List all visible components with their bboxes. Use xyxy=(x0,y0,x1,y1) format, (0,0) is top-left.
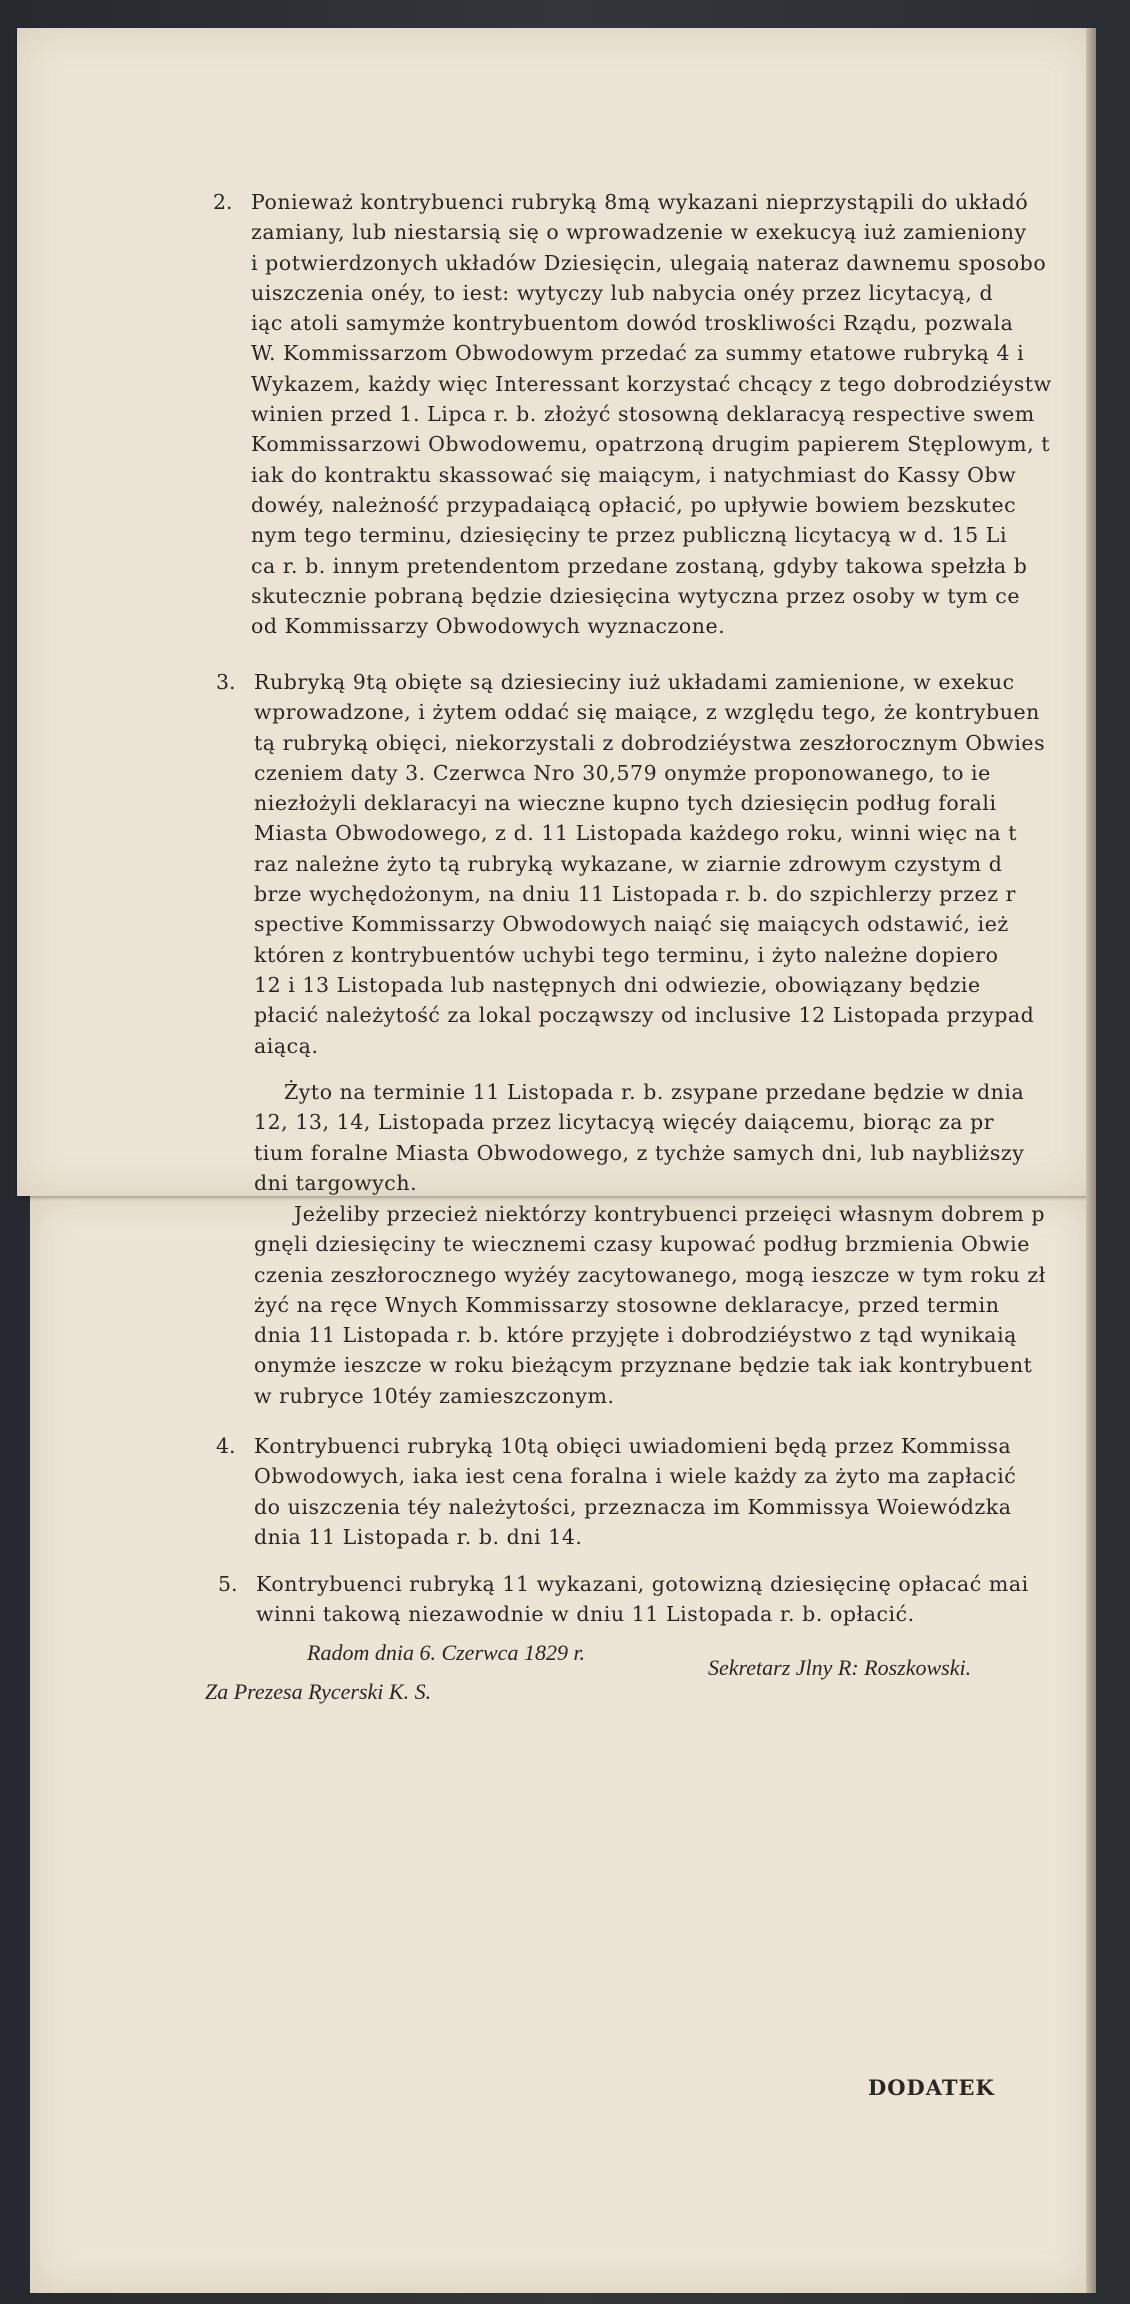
text-line: zamiany, lub niestarsią się o wprowadzenie w exekucyą iuż zamieniony xyxy=(251,220,1027,245)
text-line: Jeżeliby przecież niektórzy kontrybuenci przeięci własnym dobrem p xyxy=(294,1202,1046,1226)
item-number: 5. xyxy=(218,1572,238,1596)
text-line: w rubryce 10téy zamieszczonym. xyxy=(254,1383,615,1408)
text-line: brze wychędożonym, na dniu 11 Listopada r. b. do szpichlerzy przez r xyxy=(254,882,1016,907)
text-line: dowéy, należność przypadaiącą opłacić, po upływie bowiem bezskutec xyxy=(251,492,1017,517)
text-line: Ponieważ kontrybuenci rubryką 8mą wykazani nieprzystąpili do układó xyxy=(251,190,1029,214)
text-line: nym tego terminu, dziesięciny te przez publiczną licytacyą w d. 15 Li xyxy=(251,523,1008,548)
item-body xyxy=(254,667,1045,1061)
text-line: żyć na ręce Wnych Kommissarzy stosowne deklaracye, przed termin xyxy=(254,1292,1000,1317)
signature-right: Sekretarz Jlny R: Roszkowski. xyxy=(708,1655,972,1680)
text-line: dni targowych. xyxy=(254,1170,418,1195)
text-line: od Kommissarzy Obwodowych wyznaczone. xyxy=(251,614,726,639)
text-line: Kontrybuenci rubryką 11 wykazani, gotowizną dziesięcinę opłacać mai xyxy=(256,1572,1029,1596)
text-line: winni takową niezawodnie w dniu 11 Listopada r. b. opłacić. xyxy=(256,1602,915,1627)
place-and-date: Radom dnia 6. Czerwca 1829 r. xyxy=(307,1640,586,1665)
text-line: Żyto na terminie 11 Listopada r. b. zsypane przedane będzie w dnia xyxy=(284,1080,1025,1104)
text-line: tium foralne Miasta Obwodowego, z tychże samych dni, lub naybliższy xyxy=(254,1140,1025,1165)
item-number: 3. xyxy=(216,670,236,694)
text-line: gnęli dziesięciny te wiecznemi czasy kupować podług brzmienia Obwie xyxy=(254,1232,1030,1257)
text-line: czeniem daty 3. Czerwca Nro 30,579 onymże proponowanego, to ie xyxy=(254,760,991,785)
text-line: Obwodowych, iaka iest cena foralna i wiele każdy za żyto ma zapłacić xyxy=(254,1464,1017,1489)
text-line: Kommissarzowi Obwodowemu, opatrzoną drugim papierem Stęplowym, t xyxy=(251,432,1051,457)
item-body xyxy=(251,187,1052,641)
signature-left: Za Prezesa Rycerski K. S. xyxy=(205,1679,432,1704)
text-line: 12, 13, 14, Listopada przez licytacyą więcéy daiącemu, biorąc za pr xyxy=(254,1110,995,1135)
item-number: 4. xyxy=(216,1434,236,1458)
text-line: iąc atoli samymże kontrybuentom dowód troskliwości Rządu, pozwala xyxy=(251,311,1014,336)
text-line: raz należne żyto tą rubryką wykazane, w ziarnie zdrowym czystym d xyxy=(254,851,1003,876)
item-body xyxy=(256,1569,1029,1630)
text-line: Miasta Obwodowego, z d. 11 Listopada każdego roku, winni więc na t xyxy=(254,821,1018,846)
paragraph-declarations xyxy=(254,1199,1046,1411)
item-number: 2. xyxy=(213,190,233,214)
text-line: spective Kommissarzy Obwodowych naiąć się maiących odstawić, ież xyxy=(254,912,1009,937)
catchword: DODATEK xyxy=(868,2075,995,2100)
text-line: skutecznie pobraną będzie dziesięcina wytyczna przez osoby w tym ce xyxy=(251,583,1021,608)
text-line: 12 i 13 Listopada lub następnych dni odwiezie, obowiązany będzie xyxy=(254,972,981,997)
text-line: i potwierdzonych układów Dziesięcin, ulegaią nateraz dawnemu sposobo xyxy=(251,250,1047,275)
paragraph-rye-sale xyxy=(254,1077,1024,1198)
text-line: Kontrybuenci rubryką 10tą obięci uwiadomieni będą przez Kommissa xyxy=(254,1434,1012,1458)
text-line: onymże ieszcze w roku bieżącym przyznane będzie tak iak kontrybuent xyxy=(254,1353,1033,1378)
item-body xyxy=(254,1431,1016,1552)
text-line: któren z kontrybuentów uchybi tego terminu, i żyto należne dopiero xyxy=(254,942,999,967)
text-line: iak do kontraktu skassować się maiącym, i natychmiast do Kassy Obw xyxy=(251,462,1017,487)
text-line: aiącą. xyxy=(254,1033,319,1058)
text-line: uiszczenia onéy, to iest: wytyczy lub nabycia onéy przez licytacyą, d xyxy=(251,280,994,305)
text-line: niezłożyli deklaracyi na wieczne kupno tych dziesięcin podług forali xyxy=(254,791,997,816)
text-line: czenia zeszłorocznego wyżéy zacytowanego, mogą ieszcze w tym roku zł xyxy=(254,1262,1046,1287)
text-line: W. Kommissarzom Obwodowym przedać za summy etatowe rubryką 4 i xyxy=(251,341,1025,366)
text-line: Rubryką 9tą obięte są dziesieciny iuż układami zamienione, w exekuc xyxy=(254,670,1015,694)
text-line: winien przed 1. Lipca r. b. złożyć stosowną deklaracyą respective swem xyxy=(251,402,1035,427)
text-line: dnia 11 Listopada r. b. dni 14. xyxy=(254,1524,583,1549)
text-line: Wykazem, każdy więc Interessant korzystać chcący z tego dobrodziéystw xyxy=(251,371,1052,396)
text-line: do uiszczenia téy należytości, przeznacza im Kommissya Woiewódzka xyxy=(254,1494,1012,1519)
text-line: wprowadzone, i żytem oddać się maiące, z względu tego, że kontrybuen xyxy=(254,700,1040,725)
text-line: ca r. b. innym pretendentom przedane zostaną, gdyby takowa spełzła b xyxy=(251,553,1028,578)
text-line: dnia 11 Listopada r. b. które przyjęte i dobrodziéystwo z tąd wynikaią xyxy=(254,1323,1017,1348)
text-line: tą rubryką obięci, niekorzystali z dobrodziéystwa zeszłorocznym Obwies xyxy=(254,730,1046,755)
text-line: płacić należytość za lokal począwszy od inclusive 12 Listopada przypad xyxy=(254,1003,1035,1028)
